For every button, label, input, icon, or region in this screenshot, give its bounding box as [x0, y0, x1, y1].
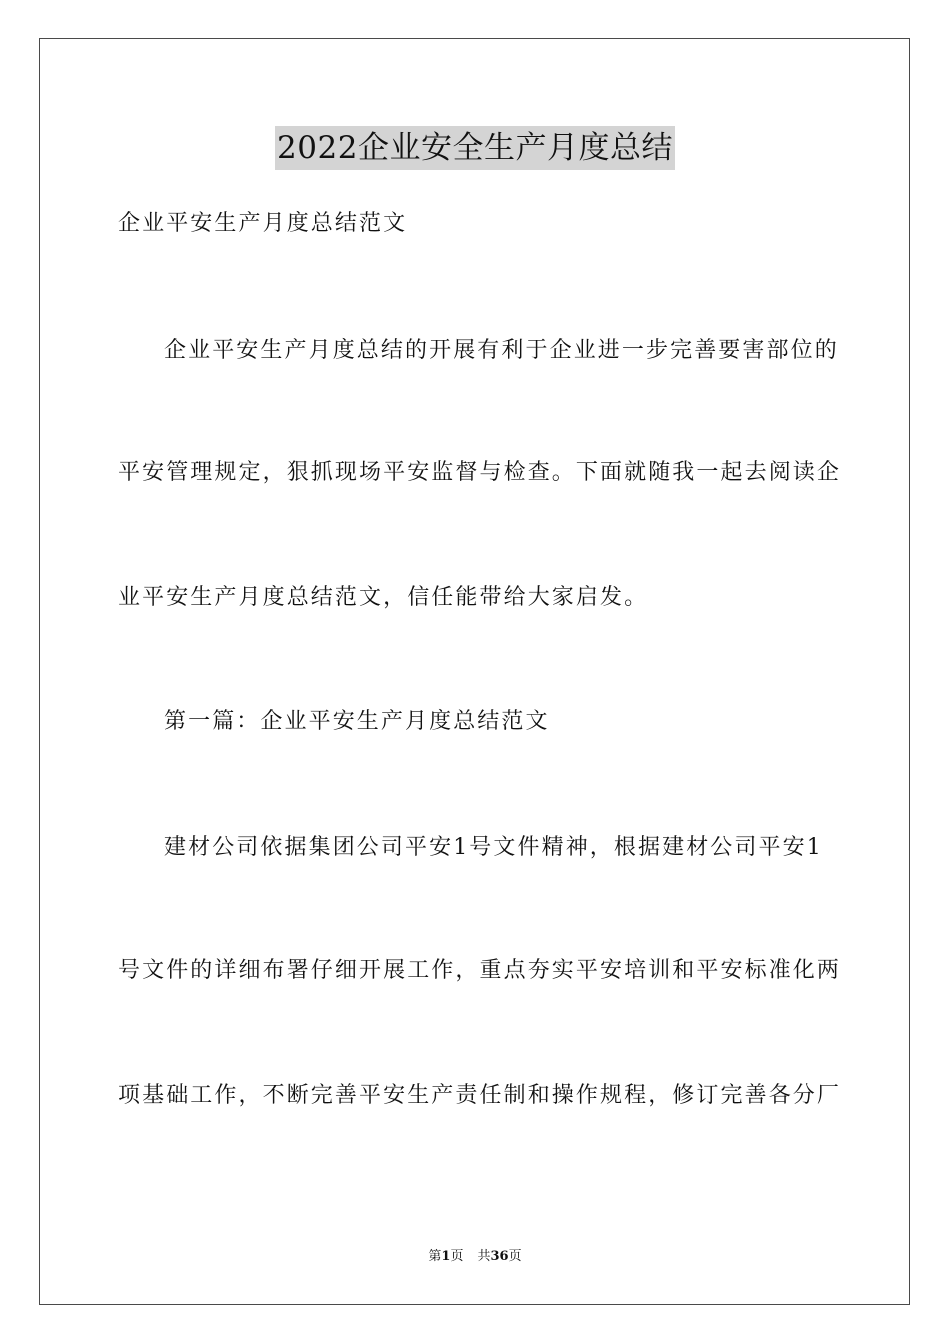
paragraph-line: 建材公司依据集团公司平安1号文件精神，根据建材公司平安1 — [164, 835, 823, 860]
section-heading: 第一篇：企业平安生产月度总结范文 — [164, 709, 550, 734]
footer-page-suffix: 页 — [450, 1249, 464, 1264]
paragraph-line: 项基础工作，不断完善平安生产责任制和操作规程，修订完善各分厂 — [118, 1083, 842, 1108]
page-footer — [0, 1248, 950, 1266]
footer-page-number: 1 — [441, 1249, 451, 1264]
footer-total-suffix: 页 — [508, 1249, 522, 1264]
document-title-wrapper — [0, 126, 950, 170]
footer-total-pages: 36 — [490, 1249, 509, 1264]
paragraph-line: 企业平安生产月度总结的开展有利于企业进一步完善要害部位的 — [164, 338, 839, 363]
paragraph-line: 业平安生产月度总结范文，信任能带给大家启发。 — [118, 585, 649, 610]
paragraph-line: 号文件的详细布署仔细开展工作，重点夯实平安培训和平安标准化两 — [118, 958, 842, 983]
document-title: 2022企业安全生产月度总结 — [275, 126, 675, 170]
footer-total-prefix: 共 — [477, 1249, 491, 1264]
paragraph-line: 平安管理规定，狠抓现场平安监督与检查。下面就随我一起去阅读企 — [118, 460, 842, 485]
footer-page-prefix: 第 — [428, 1249, 442, 1264]
subtitle-line: 企业平安生产月度总结范文 — [118, 211, 408, 236]
